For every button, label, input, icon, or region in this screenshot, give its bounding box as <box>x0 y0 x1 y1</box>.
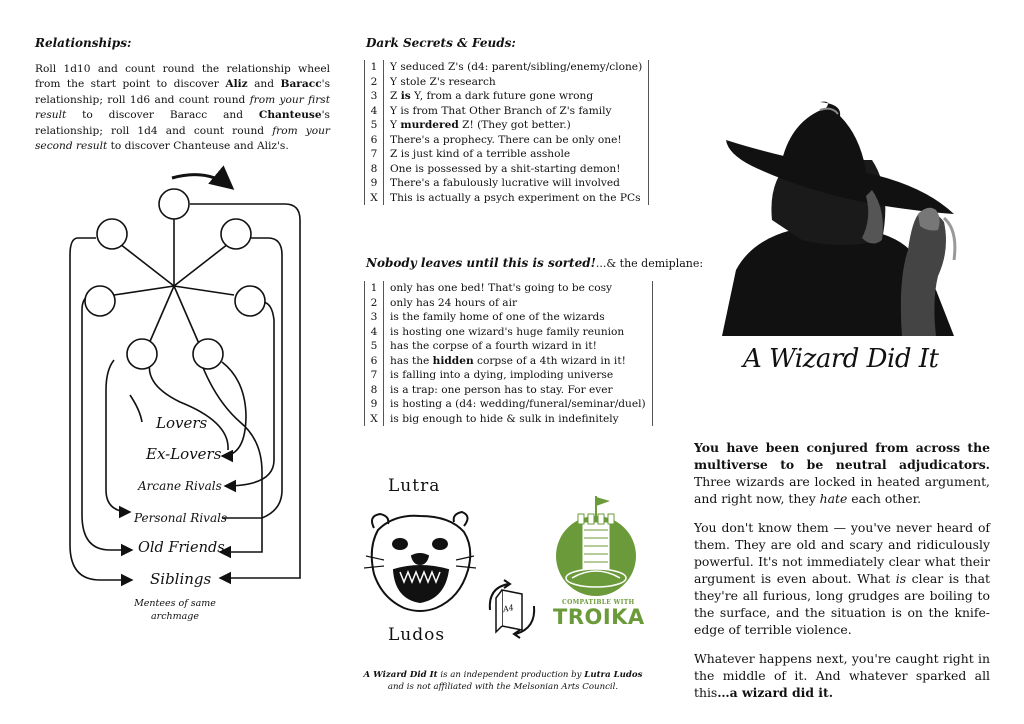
table-row: 2 Y stole Z's research <box>365 75 649 90</box>
wheel-label-ex-lovers: Ex-Lovers <box>146 445 222 463</box>
table-row: 6 There's a prophecy. There can be only one! <box>365 133 649 148</box>
table-row: X is big enough to hide & sulk in indefinitely <box>365 412 653 427</box>
otter-icon <box>364 508 476 618</box>
table-row: 9 There's a fabulously lucrative will involved <box>365 176 649 191</box>
wheel-label-personal-rivals: Personal Rivals <box>134 511 228 525</box>
table-row: 6 has the hidden corpse of a 4th wizard in it! <box>365 354 653 369</box>
demiplane-table <box>364 281 653 426</box>
main-title: A Wizard Did It <box>743 344 939 374</box>
table-row: 9 is hosting a (d4: wedding/funeral/seminar/duel) <box>365 397 653 412</box>
table-row: 3 is the family home of one of the wizards <box>365 310 653 325</box>
troika-logo-icon <box>544 494 648 598</box>
relationships-instructions: Roll 1d10 and count round the relationship wheel from the start point to discover Aliz and Baracc's relationship; roll 1d6 and count round from your first result to discover Baracc and Chanteuse's relationship; roll 1d4 and count round from your second result to discover Chanteuse and Aliz's. <box>35 63 331 153</box>
table-row: X This is actually a psych experiment on the PCs <box>365 191 649 206</box>
wheel-node <box>221 219 251 249</box>
wheel-node <box>193 339 223 369</box>
troika-logo-text: TROIKA <box>553 605 645 629</box>
wheel-label-lovers: Lovers <box>156 414 208 432</box>
wheel-node <box>235 286 265 316</box>
ludos-logo-text: Ludos <box>388 625 446 645</box>
credit-text: A Wizard Did It is an independent production by Lutra Ludos and is not affiliated with the Melsonian Arts Council. <box>363 670 643 692</box>
nobody-leaves-heading: Nobody leaves until this is sorted!...& the demiplane: <box>366 256 704 270</box>
table-row: 5 has the corpse of a fourth wizard in it! <box>365 339 653 354</box>
compatible-with-text: COMPATIBLE WITH <box>562 599 635 606</box>
table-row: 8 One is possessed by a shit-starting demon! <box>365 162 649 177</box>
wheel-label-old-friends: Old Friends <box>138 540 225 556</box>
wheel-node <box>127 339 157 369</box>
table-row: 3 Z is Y, from a dark future gone wrong <box>365 89 649 104</box>
wheel-label-siblings: Siblings <box>150 570 212 588</box>
table-row: 1 Y seduced Z's (d4: parent/sibling/enemy/clone) <box>365 60 649 75</box>
table-row: 8 is a trap: one person has to stay. For ever <box>365 383 653 398</box>
wizard-silhouette-image <box>722 100 962 340</box>
intro-text: You have been conjured from across the multiverse to be neutral adjudicators. Three wizards are locked in heated argument, and right now, they hate each other. You don't know them — you've never heard of them. They are old and scary and ridiculously powerful. It's not immediately clear what their argument is even about. What is clear is that they're all furious, long grudges are boiling to the surface, and the situation is on the knife-edge of terrible violence. Whatever happens next, you're caught right in the middle of it. And whatever sparked all this…a wizard did it. <box>694 440 990 700</box>
wheel-node <box>85 286 115 316</box>
table-row: 2 only has 24 hours of air <box>365 296 653 311</box>
table-row: 4 Y is from That Other Branch of Z's family <box>365 104 649 119</box>
wheel-node <box>97 219 127 249</box>
table-row: 7 Z is just kind of a terrible asshole <box>365 147 649 162</box>
wheel-label-arcane-rivals: Arcane Rivals <box>138 479 222 493</box>
table-row: 1 only has one bed! That's going to be cosy <box>365 281 653 296</box>
table-row: 7 is falling into a dying, imploding universe <box>365 368 653 383</box>
dark-secrets-heading: Dark Secrets & Feuds: <box>366 36 516 50</box>
table-row: 5 Y murdered Z! (They got better.) <box>365 118 649 133</box>
lutra-logo-text: Lutra <box>388 476 441 496</box>
wheel-node-start <box>159 189 189 219</box>
relationships-heading: Relationships: <box>35 36 132 50</box>
a4-label: A4 <box>502 602 515 615</box>
table-row: 4 is hosting one wizard's huge family reunion <box>365 325 653 340</box>
dark-secrets-table <box>364 60 649 205</box>
relationship-wheel-diagram <box>30 160 320 630</box>
wheel-label-mentees: Mentees of same archmage <box>134 598 216 622</box>
